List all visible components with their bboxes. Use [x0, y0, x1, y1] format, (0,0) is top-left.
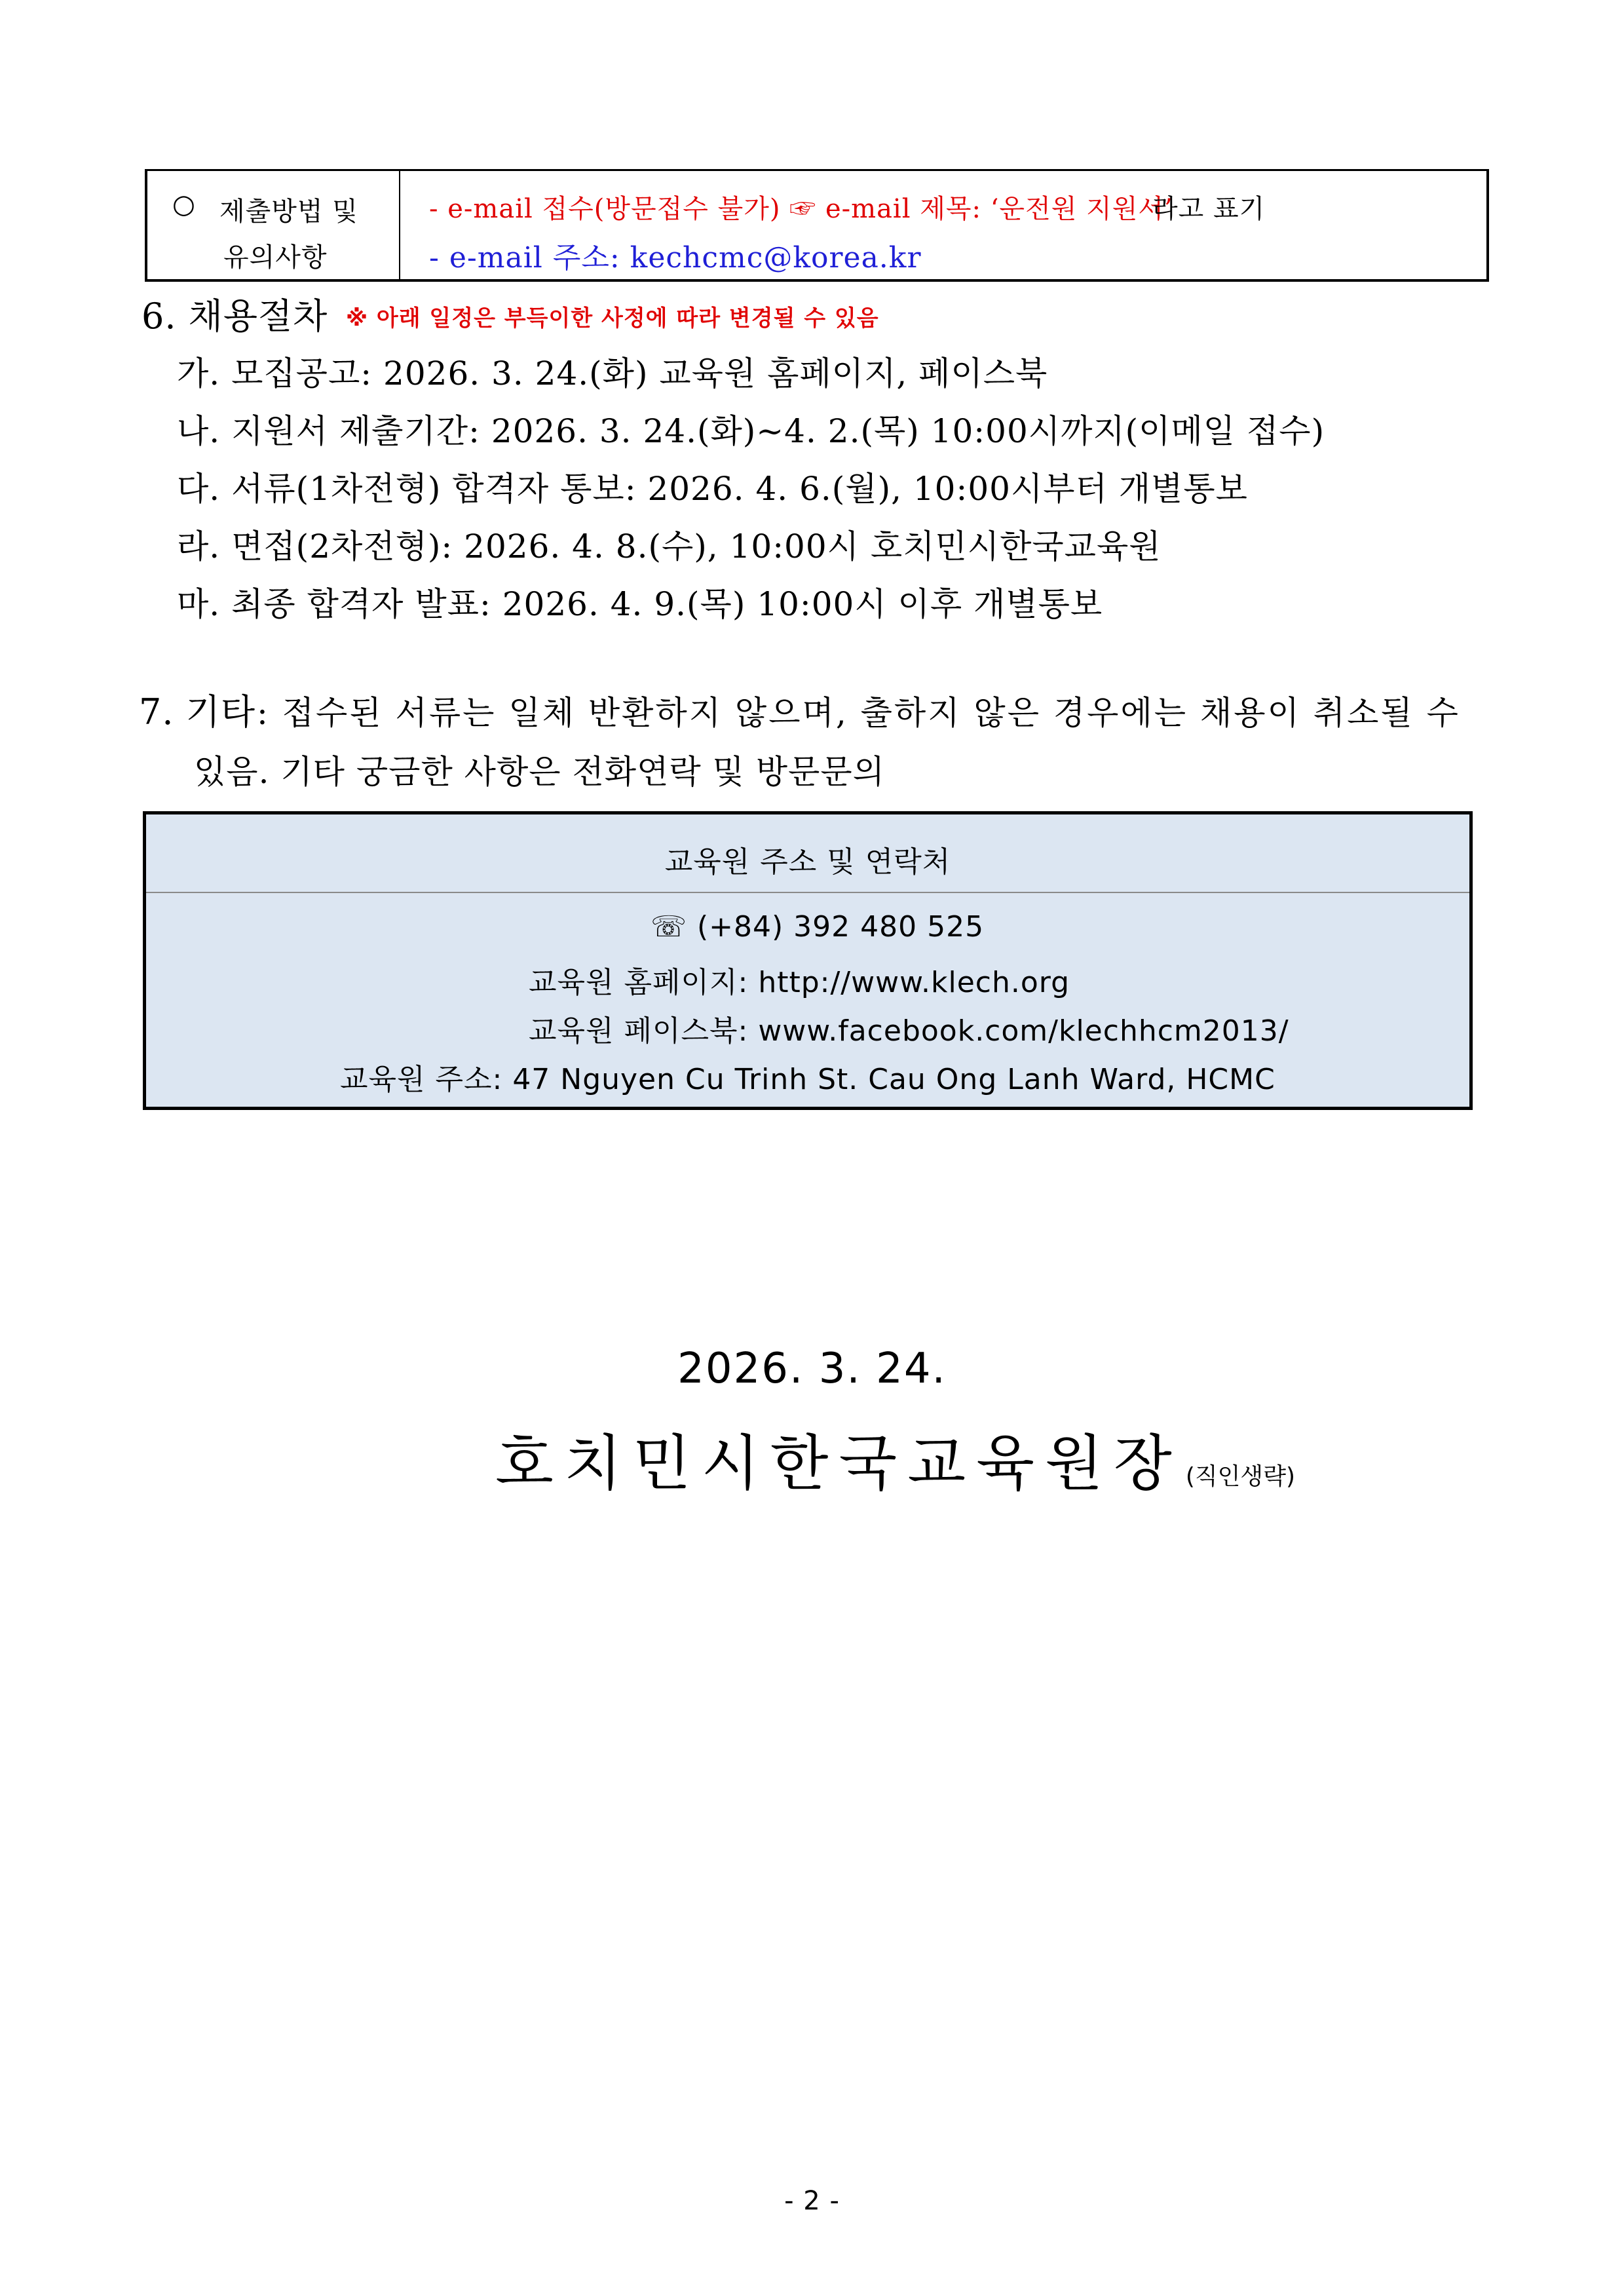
contact-title: 교육원 주소 및 연락처 — [664, 845, 951, 879]
schedule-item-3: 다. 서류(1차전형) 합격자 통보: 2026. 4. 6.(월), 10:00시부터 개별통보 — [177, 470, 1248, 508]
schedule-item-5: 마. 최종 합격자 발표: 2026. 4. 9.(목) 10:00시 이후 개별통보 — [177, 585, 1103, 623]
contact-address: 교육원 주소: 47 Nguyen Cu Trinh St. Cau Ong Lanh Ward, HCMC — [340, 1063, 1275, 1096]
circle-marker: ○ — [172, 189, 196, 220]
submission-label-line1: 제출방법 및 — [219, 197, 358, 227]
submission-method-tail: 라고 표기 — [1152, 194, 1266, 224]
submission-content-cell — [402, 171, 1486, 279]
section7-text-line2: 있음. 기타 궁금한 사항은 전화연락 및 방문문의 — [194, 753, 885, 791]
schedule-item-4: 라. 면접(2차전형): 2026. 4. 8.(수), 10:00시 호치민시한국교육원 — [177, 527, 1161, 565]
contact-homepage[interactable]: 교육원 홈페이지: http://www.klech.org — [529, 966, 1070, 999]
schedule-item-2: 나. 지원서 제출기간: 2026. 3. 24.(화)~4. 2.(목) 10:00시까지(이메일 접수) — [177, 412, 1325, 450]
submission-method-text: - e-mail 접수(방문접수 불가) ☞ e-mail 제목: ‘운전원 지원서’ — [429, 194, 1173, 224]
signature-block — [495, 1415, 1295, 1502]
contact-facebook[interactable]: 교육원 페이스북: www.facebook.com/klechhcm2013/ — [529, 1014, 1289, 1048]
section7-heading: 7. 기타 — [139, 691, 256, 733]
section6-note: ※ 아래 일정은 부득이한 사정에 따라 변경될 수 있음 — [346, 305, 879, 332]
page-number: - 2 - — [784, 2186, 840, 2216]
signature-org: 호치민시한국교육원장 — [495, 1428, 1182, 1499]
submission-label-cell — [147, 171, 400, 279]
section6-heading: 6. 채용절차 — [142, 296, 328, 337]
submission-table — [145, 169, 1489, 282]
submission-label-line2: 유의사항 — [223, 242, 328, 273]
section7-text-line1: : 접수된 서류는 일체 반환하지 않으며, 출하지 않은 경우에는 채용이 취소될 수 — [257, 694, 1460, 732]
schedule-item-1: 가. 모집공고: 2026. 3. 24.(화) 교육원 홈페이지, 페이스북 — [177, 354, 1048, 392]
seal-note: (직인생략) — [1185, 1463, 1296, 1490]
signature-date: 2026. 3. 24. — [677, 1345, 947, 1393]
contact-box — [143, 811, 1473, 1110]
contact-phone[interactable]: ☏ (+84) 392 480 525 — [651, 910, 985, 944]
submission-email-text: - e-mail 주소: kechcmc@korea.kr — [429, 241, 922, 275]
contact-box-header — [146, 814, 1469, 893]
